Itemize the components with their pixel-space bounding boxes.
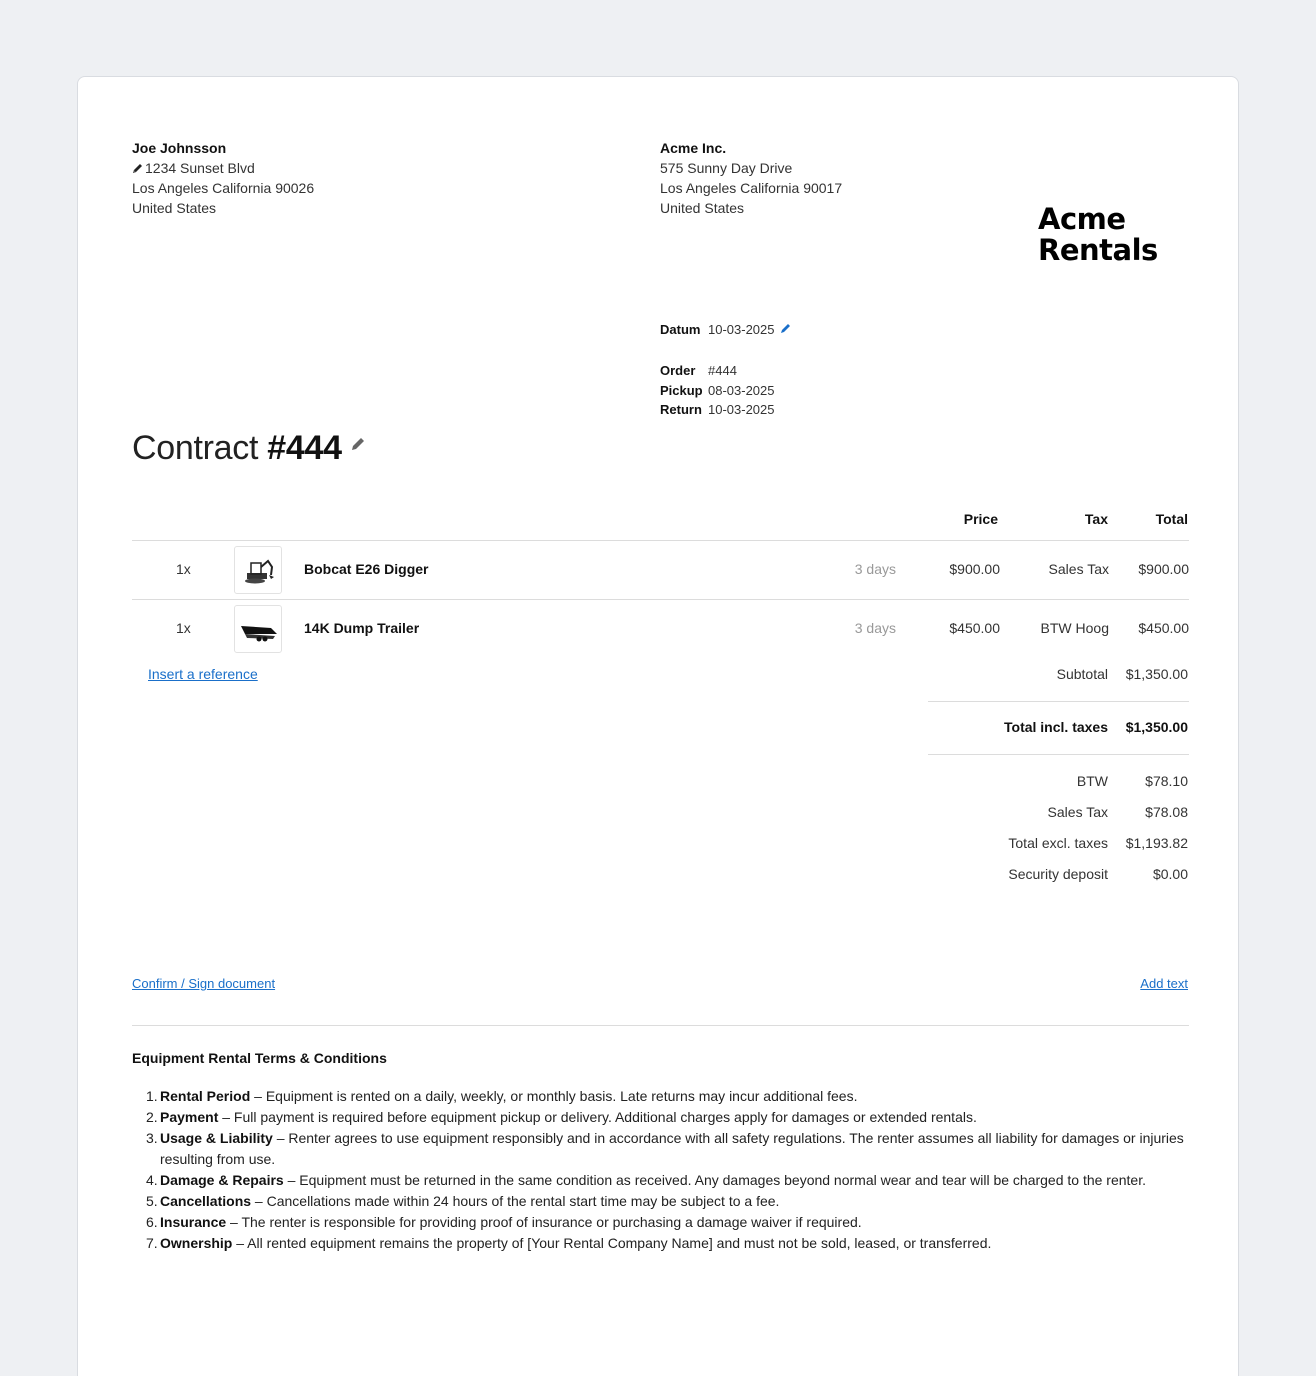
total-incl-value: $1,350.00 [1125, 719, 1188, 735]
list-item: 7. Ownership – All rented equipment remains the property of [Your Rental Company Name] and must not be sold, leased, or transferred. [146, 1235, 992, 1251]
order-meta [660, 361, 775, 420]
logo-line-2: Rentals [1038, 233, 1158, 267]
table-row[interactable] [132, 541, 1189, 599]
page-title [132, 421, 365, 468]
edit-pencil-icon[interactable] [132, 159, 143, 171]
insert-reference-link[interactable]: Insert a reference [148, 666, 258, 682]
company-logo [1038, 204, 1158, 266]
title-prefix: Contract [132, 429, 259, 467]
confirm-sign-link[interactable]: Confirm / Sign document [132, 976, 276, 991]
line-duration: 3 days [854, 620, 896, 636]
customer-street: 1234 Sunset Blvd [145, 160, 255, 176]
price-header: Price [963, 511, 998, 527]
customer-name: Joe Johnsson [132, 140, 227, 156]
line-qty[interactable]: 1x [176, 561, 191, 577]
line-qty[interactable]: 1x [176, 620, 191, 636]
list-item: 3. Usage & Liability – Renter agrees to use equipment responsibly and in accordance with all safety regulations. The renter assumes all liability for damages or injuries resulting from use. [146, 1130, 1184, 1167]
edit-title-pencil-icon[interactable] [351, 421, 365, 435]
terms-title: Equipment Rental Terms & Conditions [132, 1050, 387, 1066]
subtotal-label: Subtotal [1056, 666, 1108, 682]
list-item: 2. Payment – Full payment is required before equipment pickup or delivery. Additional charges apply for damages or extended rentals. [146, 1109, 977, 1125]
return-label: Return [660, 402, 702, 417]
pickup-value: 08-03-2025 [708, 382, 775, 398]
line-price[interactable]: $450.00 [949, 620, 1000, 636]
customer-street-row[interactable] [132, 158, 314, 178]
list-item: 5. Cancellations – Cancellations made within 24 hours of the rental start time may be subject to a fee. [146, 1193, 780, 1209]
line-product-name[interactable]: Bobcat E26 Digger [304, 561, 429, 577]
list-item: 4. Damage & Repairs – Equipment must be returned in the same condition as received. Any damages beyond normal wear and tear will be charged to the renter. [146, 1172, 1146, 1188]
total-header: Total [1155, 511, 1188, 527]
list-item: 1. Rental Period – Equipment is rented on a daily, weekly, or monthly basis. Late returns may incur additional fees. [146, 1088, 858, 1104]
table-row[interactable] [132, 600, 1189, 658]
totals-divider [928, 754, 1189, 755]
terms-list [132, 1086, 1192, 1254]
total-excl-value: $1,193.82 [1125, 835, 1188, 851]
contract-number: #444 [267, 429, 342, 467]
date-label: Datum [660, 322, 701, 337]
line-duration: 3 days [854, 561, 896, 577]
company-city: Los Angeles California 90017 [660, 180, 843, 196]
company-address [660, 138, 842, 218]
order-value: #444 [708, 363, 737, 378]
tax-header: Tax [1084, 511, 1108, 527]
contract-document [77, 76, 1239, 1376]
return-value: 10-03-2025 [708, 402, 775, 417]
edit-date-pencil-icon[interactable] [780, 320, 791, 332]
date-block [660, 320, 791, 340]
line-total: $450.00 [1138, 620, 1189, 636]
mini-excavator-icon [234, 546, 282, 594]
customer-address [132, 138, 314, 218]
deposit-value: $0.00 [1152, 866, 1188, 882]
line-price[interactable]: $900.00 [949, 561, 1000, 577]
order-label: Order [660, 363, 696, 378]
subtotal-value: $1,350.00 [1125, 666, 1188, 682]
sales-tax-value: $78.08 [1145, 804, 1188, 820]
customer-country: United States [132, 200, 217, 216]
customer-city: Los Angeles California 90026 [132, 180, 315, 196]
btw-label: BTW [1076, 773, 1108, 789]
line-product-name[interactable]: 14K Dump Trailer [304, 620, 420, 636]
btw-value: $78.10 [1145, 773, 1188, 789]
company-name: Acme Inc. [660, 140, 727, 156]
company-street: 575 Sunny Day Drive [660, 160, 793, 176]
add-text-link[interactable]: Add text [1140, 976, 1188, 991]
dump-trailer-icon [234, 605, 282, 653]
company-country: United States [660, 200, 745, 216]
logo-line-1: Acme [1038, 202, 1126, 236]
line-tax[interactable]: BTW Hoog [1040, 620, 1109, 636]
line-total: $900.00 [1138, 561, 1189, 577]
terms-divider [132, 1025, 1189, 1026]
list-item: 6. Insurance – The renter is responsible for providing proof of insurance or purchasing a damage waiver if required. [146, 1214, 862, 1230]
total-incl-label: Total incl. taxes [1004, 719, 1108, 735]
totals-divider [928, 701, 1189, 702]
total-excl-label: Total excl. taxes [1008, 835, 1108, 851]
line-tax[interactable]: Sales Tax [1048, 561, 1109, 577]
pickup-label: Pickup [660, 382, 703, 398]
deposit-label: Security deposit [1008, 866, 1108, 882]
sales-tax-label: Sales Tax [1047, 804, 1108, 820]
date-value[interactable]: 10-03-2025 [708, 322, 775, 337]
